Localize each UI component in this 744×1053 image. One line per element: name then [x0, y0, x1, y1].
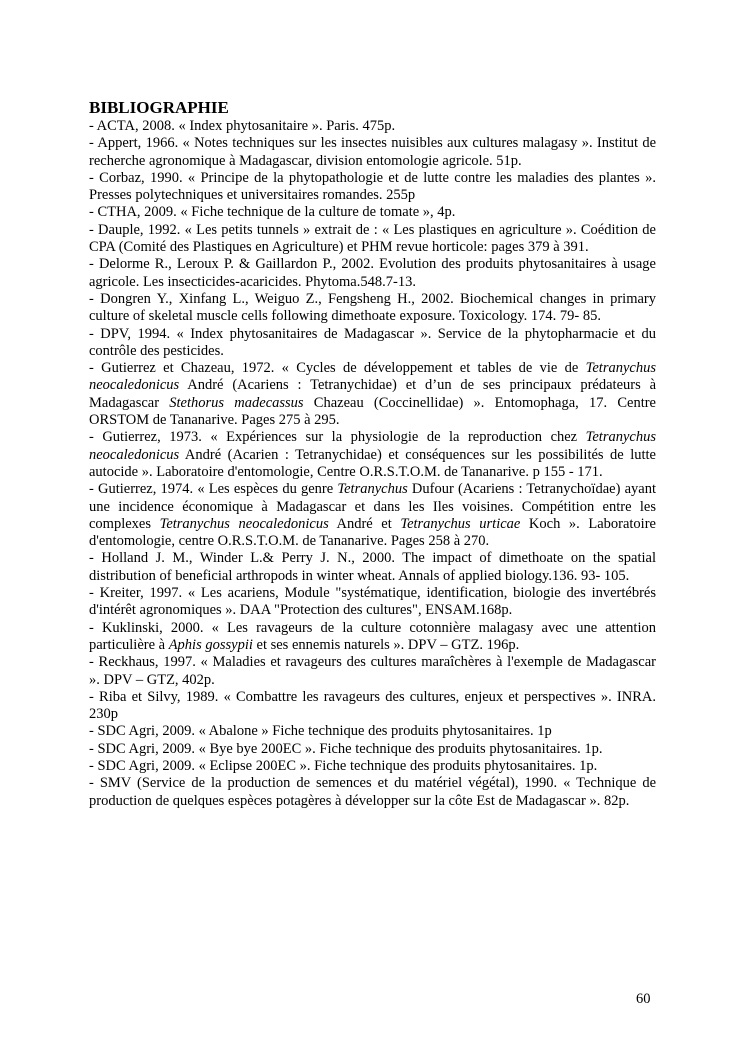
reference-entry: [89, 585, 656, 620]
reference-entry: [89, 723, 656, 740]
reference-entry: [89, 256, 656, 291]
reference-entry: [89, 135, 656, 170]
reference-text: - DPV, 1994. « Index phytosanitaires de Madagascar ». Service de la phytopharmacie et du contrôle des pesticides.: [89, 325, 656, 359]
reference-entry: [89, 291, 656, 326]
reference-text: - ACTA, 2008. « Index phytosanitaire ». Paris. 475p.: [89, 118, 396, 134]
reference-text: André (Acariens : Tetranychidae) et d’un de ses principaux prédateurs à Madagascar: [89, 377, 656, 411]
reference-text: - Dauple, 1992. « Les petits tunnels » extrait de : « Les plastiques en agriculture ». Coédition de CPA (Comité des Plastiques en Agriculture) et PHM revue horticole: pages 379 à 391.: [89, 221, 656, 256]
reference-text: - Holland J. M., Winder L.& Perry J. N., 2000. The impact of dimethoate on the spatial distribution of beneficial arthropods in winter wheat. Annals of applied biology.136. 93- 105.: [89, 550, 656, 584]
reference-entry: [89, 360, 656, 429]
reference-entry: [89, 689, 656, 724]
species-name: Tetranychus neocaledonicus: [89, 429, 656, 463]
reference-text: - Corbaz, 1990. « Principe de la phytopathologie et de lutte contre les maladies des plantes ». Presses polytechniques et universitaires romandes. 255p: [89, 169, 656, 204]
reference-entry: [89, 775, 656, 810]
reference-text: - CTHA, 2009. « Fiche technique de la culture de tomate », 4p.: [89, 204, 456, 221]
reference-text: - Dongren Y., Xinfang L., Weiguo Z., Fengsheng H., 2002. Biochemical changes in primary culture of skeletal muscle cells following dimethoate exposure. Toxicology. 174. 79- 85.: [89, 290, 656, 325]
reference-text: - SDC Agri, 2009. « Bye bye 200EC ». Fiche technique des produits phytosanitaires. 1p.: [89, 740, 603, 757]
reference-text: - Riba et Silvy, 1989. « Combattre les ravageurs des cultures, enjeux et perspectives ». INRA. 230p: [89, 688, 656, 723]
reference-text: André (Acarien : Tetranychidae) et conséquences sur les possibilités de lutte autocide ». Laboratoire d'entomologie, Centre O.R.S.T.O.M. de Tananarive. p 155 - 171.: [89, 446, 656, 480]
reference-text: et ses ennemis naturels ». DPV – GTZ. 196p.: [252, 636, 520, 653]
page-title: BIBLIOGRAPHIE: [89, 98, 229, 117]
species-name: Tetranychus: [337, 481, 408, 498]
reference-entry: [89, 170, 656, 205]
page-number: 60: [636, 991, 651, 1007]
reference-text: - Reckhaus, 1997. « Maladies et ravageurs des cultures maraîchères à l'exemple de Madagascar ». DPV – GTZ, 402p.: [89, 654, 656, 688]
reference-entry: [89, 741, 656, 758]
reference-text: Koch ». Laboratoire d'entomologie, centre O.R.S.T.O.M. de Tananarive. Pages 258 à 270.: [89, 515, 656, 550]
reference-text: - SMV (Service de la production de semences et du matériel végétal), 1990. « Technique de production de quelques espèces potagères à développer sur la côte Est de Madagascar ». 82p.: [89, 775, 656, 809]
reference-text: - Kuklinski, 2000. « Les ravageurs de la culture cotonnière malagasy avec une attention particulière à: [89, 619, 656, 653]
reference-text: - Gutierrez et Chazeau, 1972. « Cycles de développement et tables de vie de: [89, 360, 586, 377]
reference-entry: [89, 204, 656, 221]
reference-text: - Delorme R., Leroux P. & Gaillardon P., 2002. Evolution des produits phytosanitaires à usage agricole. Les insecticides-acaricides. Phytoma.548.7-13.: [89, 256, 656, 290]
reference-text: - Appert, 1966. « Notes techniques sur les insectes nuisibles aux cultures malagasy ». Institut de recherche agronomique à Madagascar, division entomologie agricole. 51p.: [89, 135, 656, 169]
reference-text: - Gutierrez, 1974. « Les espèces du genre: [89, 481, 338, 498]
reference-text: - SDC Agri, 2009. « Eclipse 200EC ». Fiche technique des produits phytosanitaires. 1p.: [89, 757, 598, 774]
reference-entry: [89, 429, 656, 481]
document-page: [89, 98, 656, 810]
species-name: Tetranychus urticae: [400, 515, 521, 532]
reference-text: - Gutierrez, 1973. « Expériences sur la physiologie de la reproduction chez: [89, 429, 586, 446]
reference-text: - SDC Agri, 2009. « Abalone » Fiche technique des produits phytosanitaires. 1p: [89, 723, 552, 740]
reference-entry: [89, 222, 656, 257]
reference-list: [89, 118, 656, 810]
reference-entry: [89, 481, 656, 550]
reference-text: Dufour (Acariens : Tetranychoïdae) ayant une incidence économique à Madagascar et dans les Iles voisines. Compétition entre les complexes: [89, 481, 656, 532]
reference-entry: [89, 758, 656, 775]
species-name: Stethorus madecassus: [169, 394, 304, 411]
reference-entry: [89, 654, 656, 689]
species-name: Tetranychus neocaledonicus: [159, 515, 329, 532]
species-name: Aphis gossypii: [168, 636, 253, 653]
reference-text: - Kreiter, 1997. « Les acariens, Module "systématique, identification, biologie des invertébrés d'intérêt agronomiques ». DAA "Protection des cultures", ENSAM.168p.: [89, 585, 656, 619]
reference-text: Chazeau (Coccinellidae) ». Entomophaga, 17. Centre ORSTOM de Tananarive. Pages 275 à 295.: [89, 394, 656, 429]
reference-entry: [89, 118, 656, 135]
reference-text: André et: [328, 515, 401, 532]
reference-entry: [89, 550, 656, 585]
reference-entry: [89, 326, 656, 361]
reference-entry: [89, 620, 656, 655]
species-name: Tetranychus neocaledonicus: [89, 360, 656, 394]
